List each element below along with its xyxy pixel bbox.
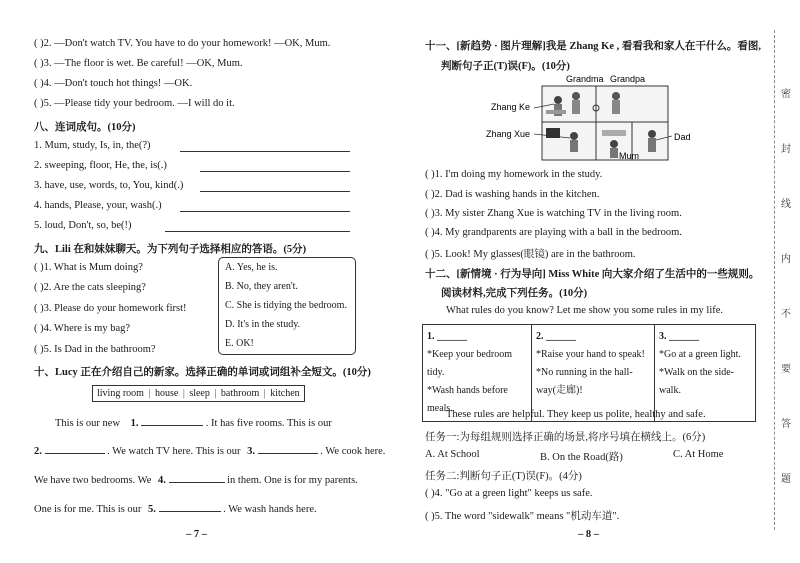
title-text: , 看看我和家人在干什么。看图, — [616, 41, 762, 52]
word-bank-item: house — [154, 388, 179, 399]
label-zhang-ke: Zhang Ke — [491, 102, 531, 112]
s8-item-4: 4. hands, Please, your, wash(.) — [34, 200, 162, 211]
s11-item-2: ( )2. Dad is washing hands in the kitchen. — [425, 189, 600, 200]
sidebar-char: 密 — [781, 89, 791, 100]
group-3-head[interactable]: 3. ______ — [659, 331, 699, 342]
table-cell — [532, 325, 655, 422]
s9-option-c: C. She is tidying the bedroom. — [225, 300, 347, 311]
blank-1[interactable] — [141, 414, 203, 426]
passage-text: This is our new — [55, 418, 121, 429]
passage-text: in them. One is for my parents. — [227, 475, 358, 486]
passage-line-1 — [55, 414, 332, 429]
q7-item-4: ( )4. —Don't touch hot things! —OK. — [34, 78, 193, 89]
section-12-subtitle: 阅读材料,完成下列任务。(10分) — [441, 288, 588, 299]
group-1-rule: *Keep your bedroom tidy. — [427, 349, 512, 378]
s8-item-1: 1. Mum, study, Is, in, the(?) — [34, 140, 151, 151]
passage-text: One is for me. This is our — [34, 504, 142, 515]
sidebar-char: 封 — [781, 144, 791, 155]
title-name: Miss White — [548, 269, 600, 280]
sidebar-char: 线 — [781, 199, 791, 210]
s8-answer-line-1[interactable] — [180, 151, 350, 152]
group-1-rule: *Wash hands before — [427, 385, 508, 396]
title-text: 向大家介绍了生活中的一些规则。 — [601, 269, 760, 280]
group-2-rule: way(走廊)! — [536, 385, 583, 396]
passage-text: . We watch TV here. This is our — [107, 446, 241, 457]
section-9-title: 九、Lili 在和妹妹聊天。为下列句子选择相应的答语。(5分) — [34, 244, 307, 255]
s8-item-5: 5. loud, Don't, so, be(!) — [34, 220, 132, 231]
page-number-right: – 8 – — [578, 529, 599, 540]
s11-item-4: ( )4. My grandparents are playing with a ball in the bedroom. — [425, 227, 682, 238]
s9-item-1: ( )1. What is Mum doing? — [34, 262, 143, 273]
passage-line-4 — [34, 500, 317, 515]
label-dad: Dad — [674, 132, 691, 142]
sidebar-char: 要 — [781, 364, 791, 375]
blank-5[interactable] — [159, 500, 221, 512]
section-8-title: 八、连词成句。(10分) — [34, 122, 136, 133]
group-2-rule: *Raise your hand to speak! — [536, 349, 645, 360]
s8-answer-line-3[interactable] — [200, 191, 350, 192]
s8-answer-line-5[interactable] — [165, 231, 350, 232]
table-cell — [423, 325, 532, 422]
passage-text: . It has five rooms. This is our — [205, 418, 332, 429]
blank-2[interactable] — [45, 442, 105, 454]
s8-answer-line-2[interactable] — [200, 171, 350, 172]
table-row — [423, 325, 756, 422]
group-3-rule: *Walk on the side- — [659, 367, 735, 378]
s12-intro: What rules do you know? Let me show you some rules in my life. — [446, 305, 724, 316]
task-1-option-a: A. At School — [425, 449, 480, 460]
s8-answer-line-4[interactable] — [180, 211, 350, 212]
passage-text: . We cook here. — [320, 446, 386, 457]
s9-option-b: B. No, they aren't. — [225, 281, 298, 292]
sidebar-char: 不 — [781, 309, 791, 320]
task-2-title: 任务二:判断句子正(T)误(F)。(4分) — [425, 471, 582, 482]
s11-item-3: ( )3. My sister Zhang Xue is watching TV in the living room. — [425, 208, 682, 219]
title-text: 十一、[新趋势 · 图片理解]我是 — [425, 41, 567, 52]
sidebar-char: 题 — [781, 474, 791, 485]
s11-item-1: ( )1. I'm doing my homework in the study. — [425, 169, 603, 180]
s9-option-e: E. OK! — [225, 338, 254, 349]
section-12-title — [425, 266, 759, 281]
passage-text: We have two bedrooms. We — [34, 475, 152, 486]
s9-option-d: D. It's in the study. — [225, 319, 301, 330]
task-1-option-b: B. On the Road(路) — [540, 452, 623, 463]
s8-item-2: 2. sweeping, floor, He, the, is(.) — [34, 160, 167, 171]
s9-item-3: ( )3. Please do your homework first! — [34, 303, 187, 314]
blank-4[interactable] — [169, 471, 225, 483]
s9-option-a: A. Yes, he is. — [225, 262, 278, 273]
section-11-title — [425, 38, 761, 53]
family-house-picture — [486, 74, 696, 164]
group-2-rule: *No running in the hall- — [536, 367, 633, 378]
house-drawing — [534, 86, 672, 160]
blank-number-5: 5. — [148, 504, 156, 515]
task-2-item-4: ( )4. "Go at a green light" keeps us safe. — [425, 488, 593, 499]
q7-item-2: ( )2. —Don't watch TV. You have to do your homework! —OK, Mum. — [34, 38, 331, 49]
passage-text: . We wash hands here. — [223, 504, 317, 515]
task-1-title: 任务一:为每组规则选择正确的场景,将序号填在横线上。(6分) — [425, 432, 706, 443]
s10-word-bank: living room | house | sleep | bathroom | kitchen — [92, 385, 305, 402]
sidebar-char: 内 — [781, 254, 791, 265]
s9-item-5: ( )5. Is Dad in the bathroom? — [34, 344, 156, 355]
task-1-option-c: C. At Home — [673, 449, 724, 460]
s12-body: These rules are helpful. They keep us polite, healthy and safe. — [446, 409, 706, 420]
blank-number-4: 4. — [158, 475, 166, 486]
group-3-rule: *Go at a green light. — [659, 349, 741, 360]
section-11-subtitle: 判断句子正(T)误(F)。(10分) — [441, 61, 570, 72]
s9-item-2: ( )2. Are the cats sleeping? — [34, 282, 146, 293]
page-number-left: – 7 – — [186, 529, 207, 540]
title-text: 十二、[新情境 · 行为导向] — [425, 269, 546, 280]
blank-number-1: 1. — [130, 418, 139, 429]
sidebar-char: 答 — [781, 419, 791, 430]
word-bank-item: kitchen — [270, 388, 300, 399]
word-bank-item: living room — [97, 388, 144, 399]
label-grandma: Grandma — [566, 74, 604, 84]
label-zhang-xue: Zhang Xue — [486, 129, 531, 139]
word-bank-item: sleep — [189, 388, 210, 399]
group-1-head[interactable]: 1. ______ — [427, 331, 467, 342]
q7-item-5: ( )5. —Please tidy your bedroom. —I will do it. — [34, 98, 235, 109]
title-name: Zhang Ke — [569, 41, 615, 52]
q7-item-3: ( )3. —The floor is wet. Be careful! —OK, Mum. — [34, 58, 243, 69]
label-grandpa: Grandpa — [610, 74, 646, 84]
binding-dashed-line — [774, 30, 775, 530]
group-3-rule: walk. — [659, 385, 681, 396]
blank-number-3: 3. — [247, 446, 256, 457]
word-bank-item: bathroom — [220, 388, 260, 399]
s9-item-4: ( )4. Where is my bag? — [34, 323, 131, 334]
group-1-rule: meals. — [427, 403, 453, 414]
task-2-item-5: ( )5. The word "sidewalk" means "机动车道". — [425, 511, 620, 522]
table-cell — [655, 325, 756, 422]
blank-3[interactable] — [258, 442, 318, 454]
passage-line-3 — [34, 471, 358, 486]
group-2-head[interactable]: 2. ______ — [536, 331, 576, 342]
s11-item-5: ( )5. Look! My glasses(眼镜) are in the bathroom. — [425, 249, 636, 260]
label-mum: Mum — [619, 151, 639, 161]
passage-line-2 — [34, 442, 385, 457]
rules-table — [422, 324, 756, 422]
s8-item-3: 3. have, use, words, to, You, kind(.) — [34, 180, 184, 191]
s9-options-box — [218, 257, 356, 355]
blank-number-2: 2. — [34, 446, 42, 457]
section-10-title: 十、Lucy 正在介绍自己的新家。选择正确的单词或词组补全短文。(10分) — [34, 367, 371, 378]
